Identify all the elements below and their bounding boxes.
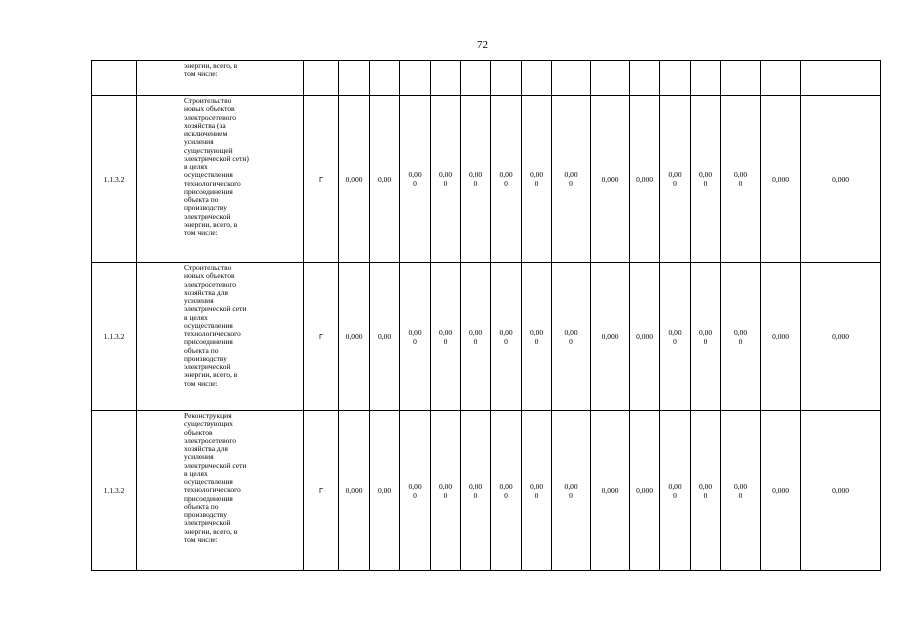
value-cell xyxy=(761,61,801,96)
value-cell xyxy=(630,61,660,96)
value-cell: 0,00 0 xyxy=(660,96,691,263)
value-cell xyxy=(552,61,591,96)
table-row xyxy=(92,96,881,263)
value-cell: 0,000 xyxy=(801,263,881,411)
value-cell: 0,00 0 xyxy=(400,96,431,263)
value-cell: 0,000 xyxy=(339,263,370,411)
row-code: 1.1.3.2 xyxy=(92,263,137,411)
value-cell: 0,00 0 xyxy=(431,263,461,411)
table-row xyxy=(92,263,881,411)
value-cell: 0,000 xyxy=(591,411,630,571)
value-cell: 0,000 xyxy=(591,263,630,411)
value-cell: 0,000 xyxy=(801,96,881,263)
value-cell: 0,000 xyxy=(630,96,660,263)
value-cell xyxy=(721,61,761,96)
value-cell: 0,00 0 xyxy=(552,96,591,263)
value-cell: 0,000 xyxy=(761,411,801,571)
value-cell xyxy=(461,61,491,96)
row-description: Реконструкция существующих объектов электросетевого хозяйства для усиления электрической сети в целях осуществления технологического присоединения объекта по производству электрической энергии, всего, в том числе: xyxy=(137,411,304,571)
value-cell: 0,00 0 xyxy=(691,411,721,571)
value-cell: 0,000 xyxy=(761,96,801,263)
value-cell: 0,00 0 xyxy=(400,263,431,411)
value-cell: 0,00 xyxy=(370,411,400,571)
value-cell xyxy=(400,61,431,96)
value-cell: 0,000 xyxy=(339,411,370,571)
value-cell: 0,000 xyxy=(630,411,660,571)
value-cell: 0,00 0 xyxy=(491,263,522,411)
value-cell: 0,00 0 xyxy=(522,263,552,411)
value-cell xyxy=(801,61,881,96)
row-code xyxy=(92,61,137,96)
value-cell: 0,00 0 xyxy=(461,96,491,263)
value-cell: 0,00 0 xyxy=(721,263,761,411)
value-cell: 0,00 0 xyxy=(721,411,761,571)
value-cell xyxy=(370,61,400,96)
row-description: Строительство новых объектов электросетевого хозяйства (за исключением усиления существующей электрической сети) в целях осуществления технологического присоединения объекта по производству электрической энергии, всего, в том числе: xyxy=(137,96,304,263)
value-cell xyxy=(522,61,552,96)
table-row xyxy=(92,411,881,571)
value-cell: 0,00 xyxy=(370,96,400,263)
value-cell: 0,00 0 xyxy=(431,411,461,571)
value-cell: 0,000 xyxy=(630,263,660,411)
row-description: Строительство новых объектов электросетевого хозяйства для усиления электрической сети в целях осуществления технологического присоединения объекта по производству электрической энергии, всего, в том числе: xyxy=(137,263,304,411)
value-cell: 0,000 xyxy=(339,96,370,263)
value-cell: 0,00 0 xyxy=(431,96,461,263)
value-cell: 0,00 0 xyxy=(491,411,522,571)
investment-table xyxy=(91,60,881,571)
value-cell: 0,00 0 xyxy=(552,263,591,411)
value-cell xyxy=(339,61,370,96)
value-cell xyxy=(491,61,522,96)
value-cell: 0,00 0 xyxy=(400,411,431,571)
row-type: Г xyxy=(304,96,339,263)
value-cell: 0,00 0 xyxy=(721,96,761,263)
value-cell: 0,00 0 xyxy=(491,96,522,263)
row-type: Г xyxy=(304,263,339,411)
value-cell: 0,00 0 xyxy=(461,263,491,411)
row-code: 1.1.3.2 xyxy=(92,96,137,263)
value-cell: 0,00 0 xyxy=(660,411,691,571)
value-cell: 0,00 xyxy=(370,263,400,411)
value-cell: 0,00 0 xyxy=(522,96,552,263)
value-cell xyxy=(431,61,461,96)
value-cell xyxy=(691,61,721,96)
row-type xyxy=(304,61,339,96)
value-cell: 0,000 xyxy=(801,411,881,571)
value-cell: 0,00 0 xyxy=(691,96,721,263)
value-cell: 0,000 xyxy=(591,96,630,263)
value-cell xyxy=(591,61,630,96)
value-cell: 0,00 0 xyxy=(461,411,491,571)
row-description: энергии, всего, в том числе: xyxy=(137,61,304,96)
row-code: 1.1.3.2 xyxy=(92,411,137,571)
value-cell: 0,000 xyxy=(761,263,801,411)
value-cell xyxy=(660,61,691,96)
row-type: Г xyxy=(304,411,339,571)
page-number: 72 xyxy=(477,39,488,51)
value-cell: 0,00 0 xyxy=(660,263,691,411)
value-cell: 0,00 0 xyxy=(552,411,591,571)
value-cell: 0,00 0 xyxy=(691,263,721,411)
value-cell: 0,00 0 xyxy=(522,411,552,571)
table-row xyxy=(92,61,881,96)
